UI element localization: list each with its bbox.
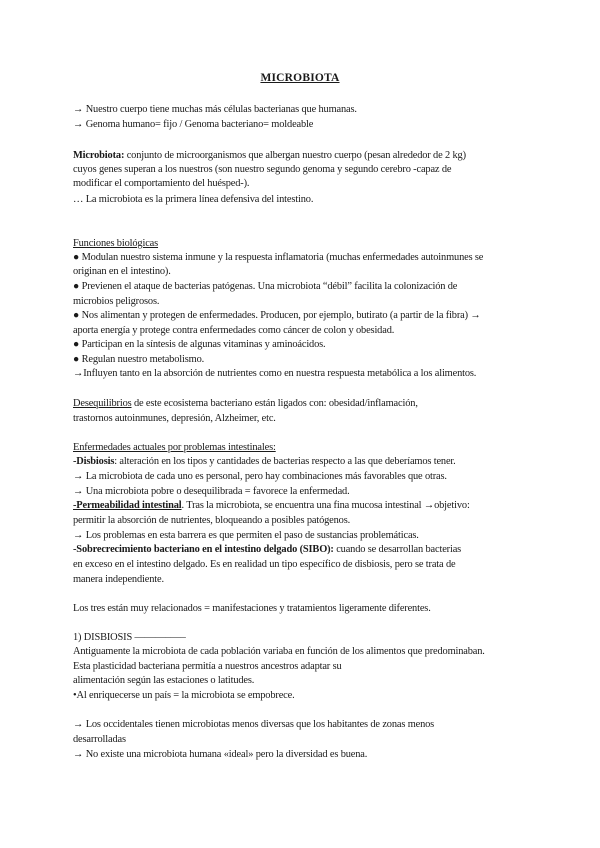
definition-term: Microbiota:	[73, 150, 125, 161]
definition-line-4: … La microbiota es la primera línea defensiva del intestino.	[73, 194, 314, 205]
enfermedades-heading: Enfermedades actuales por problemas intestinales:	[73, 442, 276, 453]
enfermedades-line: → Los problemas en esta barrera es que permiten el paso de sustancias problemáticas.	[73, 530, 419, 541]
desequilibrios-term: Desequilibrios	[73, 398, 132, 409]
enfermedades-line: manera independiente.	[73, 574, 164, 585]
page-title: MICROBIOTA	[260, 72, 340, 84]
enfermedades-line: → La microbiota de cada uno es personal, pero hay combinaciones más favorables que otras.	[73, 471, 447, 482]
desequilibrios-line-1: Desequilibrios de este ecosistema bacteriano están ligados con: obesidad/inflamación,	[73, 398, 418, 409]
disbiosis-line: Antiguamente la microbiota de cada población variaba en función de los alimentos que predominaban.	[73, 646, 485, 657]
definition-line-1: Microbiota: conjunto de microorganismos que albergan nuestro cuerpo (pesan alrededor de 2 kg)	[73, 150, 466, 161]
related-line: Los tres están muy relacionados = manifestaciones y tratamientos ligeramente diferentes.	[73, 603, 431, 614]
definition-line-2: cuyos genes superan a los nuestros (son nuestro segundo genoma y segundo cerebro -capaz de	[73, 164, 452, 175]
intro-line-2: → Genoma humano= fijo / Genoma bacteriano= moldeable	[73, 119, 314, 130]
functions-line: ● Participan en la síntesis de algunas vitaminas y aminoácidos.	[73, 339, 326, 350]
enfermedades-line: → Una microbiota pobre o desequilibrada = favorece la enfermedad.	[73, 486, 350, 497]
definition-line-3: modificar el comportamiento del huésped-).	[73, 178, 250, 189]
enfermedades-line: -Sobrecrecimiento bacteriano en el intestino delgado (SIBO): cuando se desarrollan bacterias	[73, 544, 462, 555]
functions-line: originan en el intestino).	[73, 266, 171, 277]
disbiosis-line: Esta plasticidad bacteriana permitía a nuestros ancestros adaptar su	[73, 661, 342, 672]
permeabilidad-term: -Permeabilidad intestinal	[73, 500, 182, 511]
disbiosis-line: desarrolladas	[73, 734, 126, 745]
disbiosis-line: •Al enriquecerse un país = la microbiota se empobrece.	[73, 690, 295, 701]
disbiosis-line: alimentación según las estaciones o latitudes.	[73, 675, 255, 686]
functions-line: ● Previenen el ataque de bacterias patógenas. Una microbiota “débil” facilita la colonización de	[73, 281, 458, 292]
disbiosis-line: → Los occidentales tienen microbiotas menos diversas que los habitantes de zonas menos	[73, 719, 435, 730]
enfermedades-line: en exceso en el intestino delgado. Es en realidad un tipo específico de disbiosis, pero se trata de	[73, 559, 456, 570]
disbiosis-term: -Disbiosis	[73, 456, 115, 467]
enfermedades-line: -Permeabilidad intestinal. Tras la microbiota, se encuentra una fina mucosa intestinal →objetivo:	[73, 500, 470, 511]
functions-line: microbios peligrosos.	[73, 296, 160, 307]
disbiosis-line: → No existe una microbiota humana «ideal» pero la diversidad es buena.	[73, 749, 368, 760]
sibo-term: -Sobrecrecimiento bacteriano en el intestino delgado (SIBO):	[73, 544, 334, 555]
functions-line: ● Nos alimentan y protegen de enfermedades. Producen, por ejemplo, butirato (a partir de la fibra) →	[73, 310, 481, 321]
functions-heading: Funciones biológicas	[73, 238, 159, 249]
intro-line-1: → Nuestro cuerpo tiene muchas más células bacterianas que humanas.	[73, 104, 357, 115]
enfermedades-line: -Disbiosis: alteración en los tipos y cantidades de bacterias respecto a las que deberíamos tener.	[73, 456, 456, 467]
desequilibrios-line-2: trastornos autoinmunes, depresión, Alzheimer, etc.	[73, 413, 276, 424]
enfermedades-line: permitir la absorción de nutrientes, bloqueando a posibles patógenos.	[73, 515, 351, 526]
functions-line: →Influyen tanto en la absorción de nutrientes como en nuestra respuesta metabólica a los alimentos.	[73, 368, 477, 379]
disbiosis-heading: 1) DISBIOSIS ———–—–	[73, 632, 186, 643]
functions-line: ● Modulan nuestro sistema inmune y la respuesta inflamatoria (muchas enfermedades autoinmunes se	[73, 252, 484, 263]
functions-line: aporta energía y protege contra enfermedades como cáncer de colon y obesidad.	[73, 325, 395, 336]
functions-line: ● Regulan nuestro metabolismo.	[73, 354, 205, 365]
